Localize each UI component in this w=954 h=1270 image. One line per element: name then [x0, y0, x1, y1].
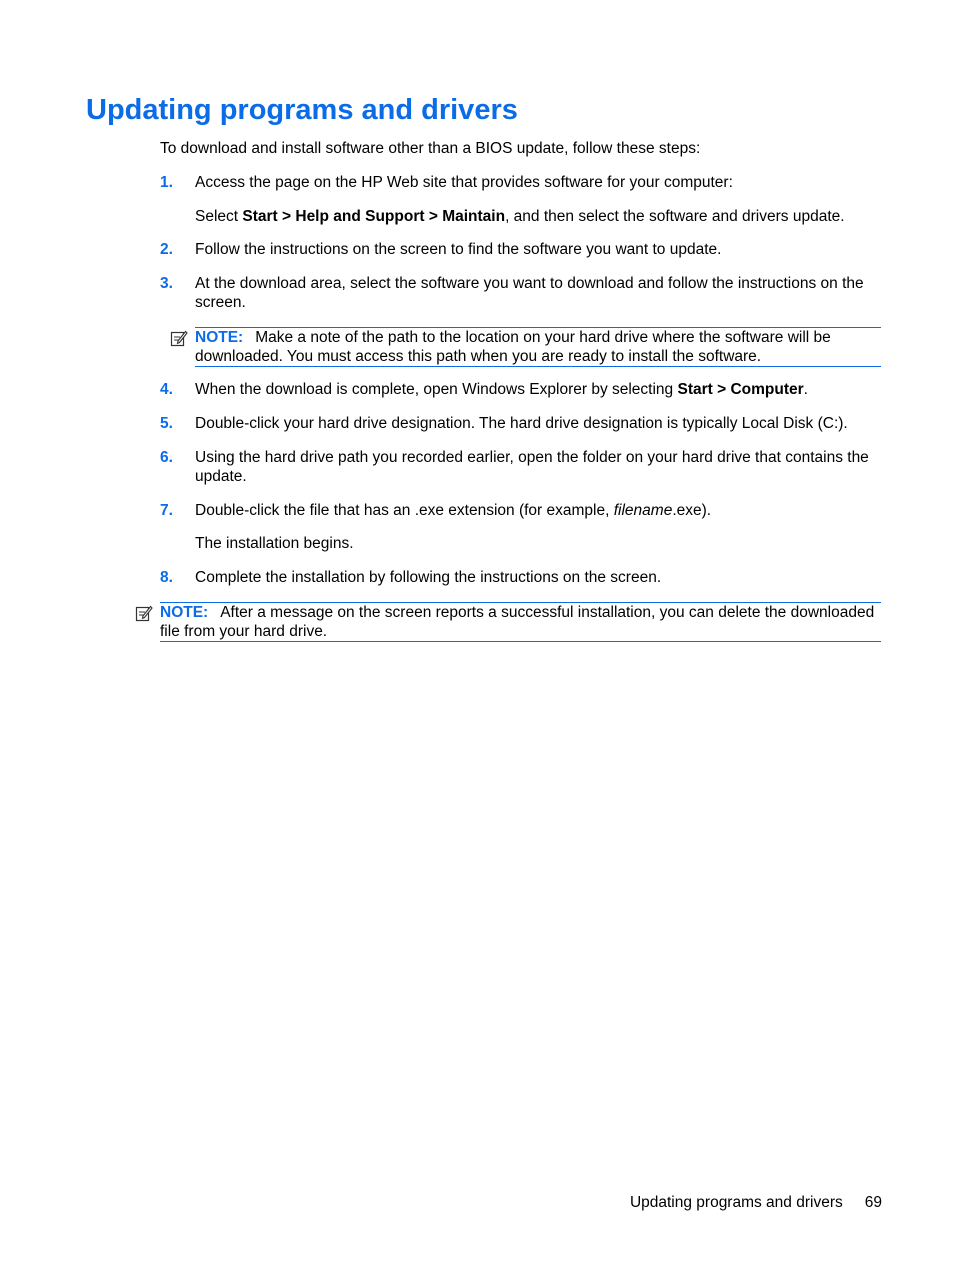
intro-paragraph: To download and install software other than a BIOS update, follow these steps:	[160, 140, 701, 157]
menu-path: Start > Help and Support > Maintain	[242, 208, 506, 225]
page-number: 69	[864, 1194, 882, 1211]
note-text: After a message on the screen reports a successful installation, you can delete the downloaded file from your hard drive.	[160, 604, 875, 640]
step-text: When the download is complete, open Windows Explorer by selecting Start > Computer.	[195, 381, 808, 398]
step-number: 2.	[160, 241, 173, 258]
step-text: At the download area, select the software you want to download and follow the instructions on the screen.	[195, 275, 864, 311]
page-footer	[630, 1193, 882, 1212]
step-number: 3.	[160, 275, 173, 292]
step-text: Double-click your hard drive designation. The hard drive designation is typically Local Disk (C:).	[195, 415, 848, 432]
menu-path: Start > Computer	[677, 381, 804, 398]
step-text: Using the hard drive path you recorded earlier, open the folder on your hard drive that contains the update.	[195, 449, 869, 485]
step-number: 4.	[160, 381, 173, 398]
step-number: 8.	[160, 569, 173, 586]
step-7-detail: The installation begins.	[195, 535, 354, 552]
filename-placeholder: filename	[613, 502, 673, 519]
step-text: Double-click the file that has an .exe extension (for example, filename.exe).	[195, 502, 712, 519]
note-box	[160, 602, 881, 642]
step-1-detail: Select Start > Help and Support > Maintain, and then select the software and drivers update.	[195, 208, 845, 225]
step-text: Follow the instructions on the screen to find the software you want to update.	[195, 241, 722, 258]
note-label: NOTE:	[160, 604, 209, 621]
step-number: 1.	[160, 174, 173, 191]
step-number: 5.	[160, 415, 173, 432]
step-text: Complete the installation by following the instructions on the screen.	[195, 569, 662, 586]
note-pencil-icon	[170, 329, 188, 347]
note-pencil-icon	[135, 604, 153, 622]
step-number: 7.	[160, 502, 173, 519]
note-label: NOTE:	[195, 329, 244, 346]
step-text: Access the page on the HP Web site that provides software for your computer:	[195, 174, 733, 191]
footer-section-title: Updating programs and drivers	[629, 1194, 843, 1211]
page-title: Updating programs and drivers	[86, 94, 518, 126]
step-number: 6.	[160, 449, 173, 466]
note-box	[195, 327, 881, 367]
note-text: Make a note of the path to the location on your hard drive where the software will be downloaded. You must access this path when you are ready to install the software.	[195, 329, 831, 365]
